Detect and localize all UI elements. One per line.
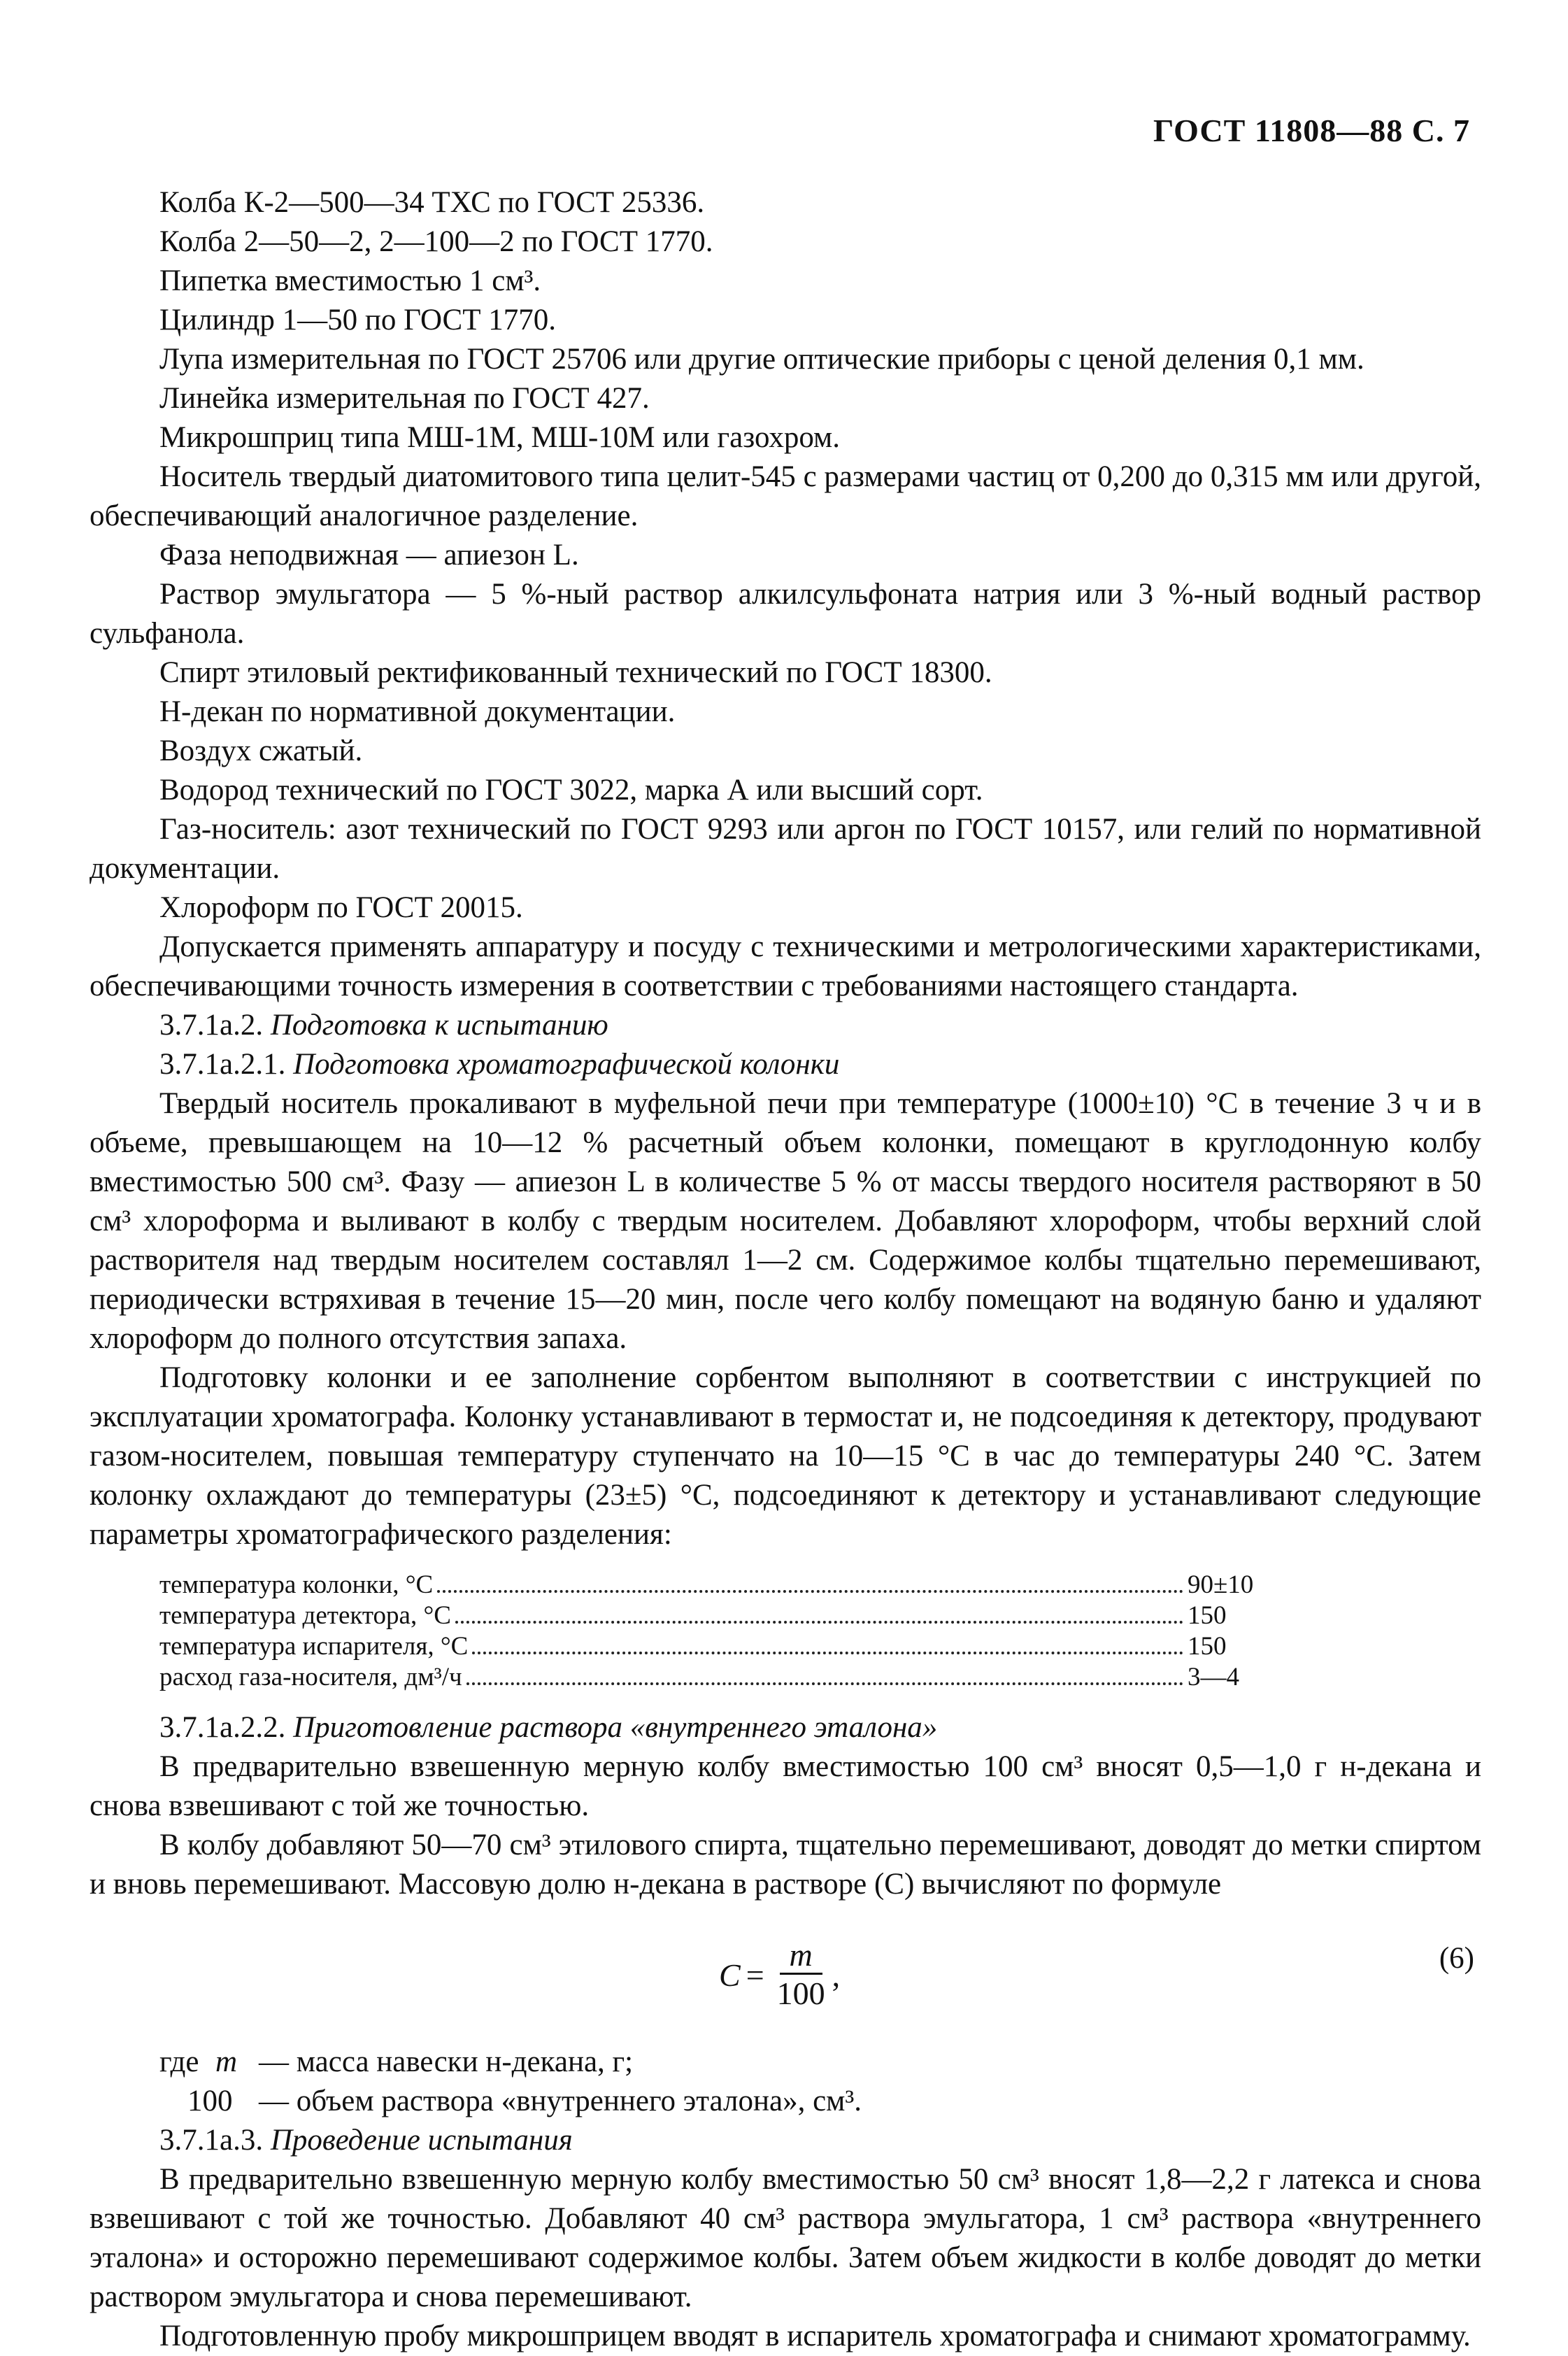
section-number: 3.7.1а.2.1. (159, 1048, 286, 1081)
paragraph: В предварительно взвешенную мерную колбу вместимостью 50 см³ вносят 1,8—2,2 г латекса и снова взвешивают с той же точностью. Добавляют 40 см³ раствора эмульгатора, 1 см³ раствора «внутреннего эталона» и осторожно перемешивают содержимое колбы. Затем объем жидкости в колбе доводят до метки раствором эмульгатора и снова перемешивают. (90, 2163, 1481, 2313)
equipment-item: Носитель твердый диатомитового типа целит-545 с размерами частиц от 0,200 до 0,315 мм или другой, обеспечивающий аналогичное разделение. (90, 460, 1481, 532)
formula (719, 1938, 840, 2013)
parameter-row (159, 1570, 1278, 1601)
formula-comma: , (832, 1957, 841, 1993)
section-heading-test (90, 2121, 1481, 2160)
paragraph: В предварительно взвешенную мерную колбу вместимостью 100 см³ вносят 0,5—1,0 г н-декана и снова взвешивают с той же точностью. (90, 1750, 1481, 1822)
section-number: 3.7.1а.3. (159, 2124, 264, 2157)
section-heading-preparation (90, 1006, 1481, 1045)
section-number: 3.7.1а.2.2. (159, 1711, 286, 1744)
parameter-value: 90±10 (1188, 1570, 1254, 1599)
dot-leader (437, 1589, 1183, 1593)
equipment-item: Воздух сжатый. (159, 735, 363, 767)
formula-equals: = (746, 1957, 764, 1993)
equipment-item: Водород технический по ГОСТ 3022, марка А или высший сорт. (159, 774, 983, 807)
section-title: Подготовка хроматографической колонки (293, 1048, 840, 1081)
section-heading-column (90, 1045, 1481, 1084)
section-title: Приготовление раствора «внутреннего эталона» (293, 1711, 938, 1744)
paragraph: Подготовленную пробу микрошприцем вводят в испаритель хроматографа и снимают хроматограмму. (159, 2320, 1471, 2353)
equipment-item: Н-декан по нормативной документации. (159, 695, 676, 728)
legend-row (159, 2043, 1481, 2082)
equipment-item: Цилиндр 1—50 по ГОСТ 1770. (159, 304, 556, 336)
section-title: Проведение испытания (270, 2124, 573, 2157)
page-body (90, 183, 1481, 2356)
legend-term: m (215, 2045, 238, 2078)
formula-numerator: m (780, 1938, 822, 1975)
equipment-item: Колба К-2—500—34 ТХС по ГОСТ 25336. (159, 186, 705, 219)
parameter-row (159, 1601, 1278, 1631)
legend-text: — объем раствора «внутреннего эталона», см³. (259, 2085, 862, 2117)
section-number: 3.7.1а.2. (159, 1009, 264, 1042)
parameter-value: 3—4 (1188, 1663, 1239, 1691)
formula-denominator: 100 (776, 1975, 825, 2011)
paragraph: Подготовку колонки и ее заполнение сорбентом выполняют в соответствии с инструкцией по эксплуатации хроматографа. Колонку устанавливают в термостат и, не подсоединяя к детектору, продувают газом-носителем, повышая температуру ступенчато на 10—15 °С в час до температуры 240 °С. Затем колонку охлаждают до температуры (23±5) °С, подсоединяют к детектору и устанавливают следующие параметры хроматографического разделения: (90, 1361, 1481, 1551)
equipment-list (90, 183, 1481, 1006)
formula-lhs: C (719, 1957, 741, 1993)
parameter-row (159, 1631, 1278, 1662)
parameter-value: 150 (1188, 1632, 1227, 1661)
equipment-item: Раствор эмульгатора — 5 %-ный раствор алкилсульфоната натрия или 3 %-ный водный раствор сульфанола. (90, 578, 1481, 650)
page-header: ГОСТ 11808—88 С. 7 (1153, 113, 1470, 148)
equipment-item: Газ-носитель: азот технический по ГОСТ 9293 или аргон по ГОСТ 10157, или гелий по нормативной документации. (90, 813, 1481, 885)
formula-legend (159, 2043, 1481, 2121)
parameter-name: расход газа-носителя, дм³/ч (159, 1663, 462, 1691)
legend-prefix: где (159, 2045, 199, 2078)
legend-term: 100 (187, 2085, 233, 2117)
legend-row (159, 2082, 1481, 2121)
legend-text: — масса навески н-декана, г; (259, 2045, 634, 2078)
equipment-item: Спирт этиловый ректификованный технический по ГОСТ 18300. (159, 656, 992, 689)
equation-number: (6) (1439, 1942, 1474, 1975)
section-title: Подготовка к испытанию (270, 1009, 608, 1042)
parameter-row (159, 1662, 1278, 1693)
dot-leader (466, 1682, 1183, 1685)
equipment-item: Допускается применять аппаратуру и посуду с техническими и метрологическими характеристиками, обеспечивающими точность измерения в соответствии с требованиями настоящего стандарта. (90, 930, 1481, 1002)
equipment-item: Микрошприц типа МШ-1М, МШ-10М или газохром. (159, 421, 841, 454)
paragraph: В колбу добавляют 50—70 см³ этилового спирта, тщательно перемешивают, доводят до метки спиртом и вновь перемешивают. Массовую долю н-декана в растворе (С) вычисляют по формуле (90, 1829, 1481, 1901)
paragraph: Твердый носитель прокаливают в муфельной печи при температуре (1000±10) °С в течение 3 ч и в объеме, превышающем на 10—12 % расчетный объем колонки, помещают в круглодонную колбу вместимостью 500 см³. Фазу — апиезон L в количестве 5 % от массы твердого носителя растворяют в 50 см³ хлороформа и выливают в колбу с твердым носителем. Добавляют хлороформ, чтобы верхний слой растворителя над твердым носителем составлял 1—2 см. Содержимое колбы тщательно перемешивают, периодически встряхивая в течение 15—20 мин, после чего колбу помещают на водяную баню и удаляют хлороформ до полного отсутствия запаха. (90, 1087, 1481, 1355)
equipment-item: Лупа измерительная по ГОСТ 25706 или другие оптические приборы с ценой деления 0,1 мм. (159, 343, 1364, 376)
equipment-item: Линейка измерительная по ГОСТ 427. (159, 382, 650, 415)
parameter-value: 150 (1188, 1601, 1227, 1630)
parameter-name: температура колонки, °С (159, 1570, 434, 1599)
dot-leader (455, 1620, 1183, 1624)
dot-leader (472, 1651, 1183, 1654)
equipment-item: Колба 2—50—2, 2—100—2 по ГОСТ 1770. (159, 225, 713, 258)
equipment-item: Фаза неподвижная — апиезон L. (159, 539, 579, 572)
formula-block (90, 1924, 1481, 2029)
parameter-name: температура детектора, °С (159, 1601, 451, 1630)
parameter-name: температура испарителя, °С (159, 1632, 469, 1661)
parameters-list (159, 1570, 1278, 1693)
equipment-item: Пипетка вместимостью 1 см³. (159, 264, 541, 297)
section-heading-standard (90, 1708, 1481, 1747)
formula-fraction (777, 1938, 825, 2013)
legend-prefix (159, 2082, 187, 2121)
equipment-item: Хлороформ по ГОСТ 20015. (159, 891, 523, 924)
